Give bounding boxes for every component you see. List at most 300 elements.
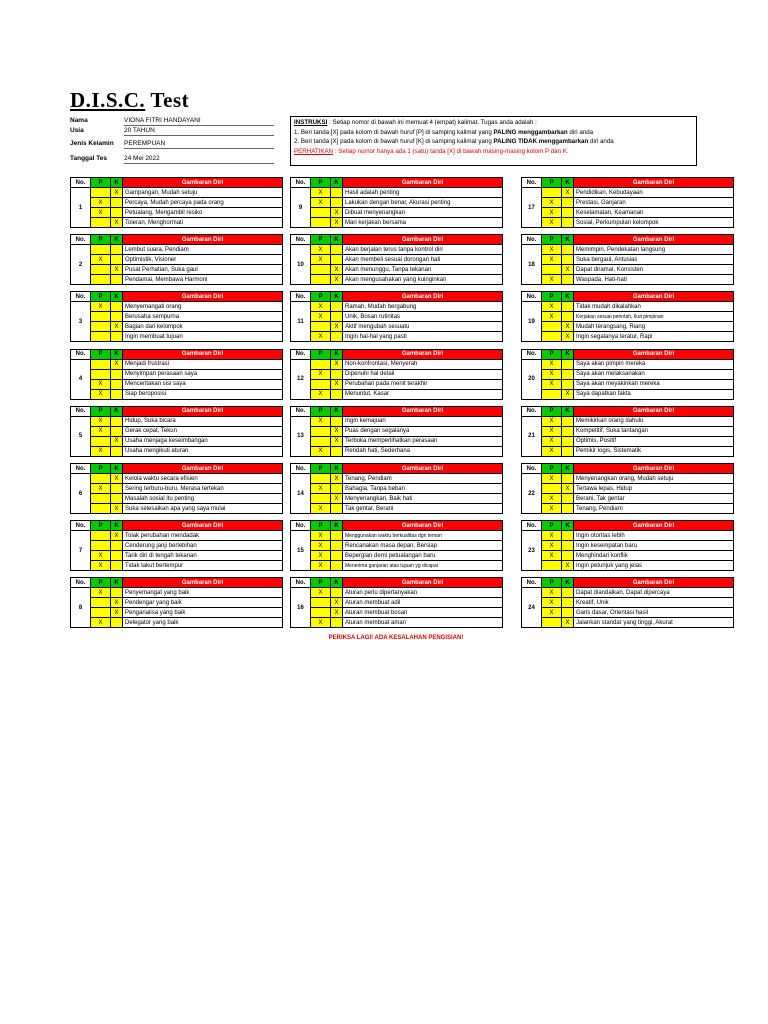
table-row (71, 551, 283, 561)
p-cell[interactable]: X (542, 608, 562, 618)
question-number: 16 (291, 588, 311, 628)
p-cell[interactable] (311, 359, 331, 369)
k-cell[interactable] (111, 551, 123, 561)
p-cell[interactable]: X (542, 416, 562, 426)
table-row (71, 416, 283, 426)
k-cell[interactable] (331, 504, 343, 514)
k-cell[interactable]: X (111, 322, 123, 332)
k-cell[interactable]: X (111, 504, 123, 514)
p-cell[interactable]: X (91, 389, 111, 399)
k-cell[interactable] (562, 359, 574, 369)
p-cell[interactable]: X (311, 541, 331, 551)
p-cell[interactable] (91, 504, 111, 514)
table-row (522, 359, 734, 369)
k-cell[interactable] (331, 255, 343, 265)
k-cell[interactable] (562, 588, 574, 598)
question-block (70, 520, 282, 571)
table-row (522, 218, 734, 228)
k-cell[interactable] (111, 541, 123, 551)
statement-text: Menerima ganjaran atas tujuan yg dicapai (343, 561, 503, 571)
p-cell[interactable] (91, 322, 111, 332)
k-cell[interactable]: X (331, 218, 343, 228)
header-no: No. (291, 178, 311, 188)
p-cell[interactable] (311, 275, 331, 285)
k-cell[interactable]: X (331, 275, 343, 285)
k-cell[interactable]: X (111, 265, 123, 275)
table-row (71, 379, 283, 389)
p-cell[interactable]: X (311, 504, 331, 514)
header-k: K (111, 406, 123, 416)
k-cell[interactable] (562, 436, 574, 446)
p-cell[interactable] (91, 494, 111, 504)
header-k: K (331, 178, 343, 188)
p-cell[interactable]: X (542, 436, 562, 446)
p-cell[interactable]: X (542, 312, 562, 322)
k-cell[interactable] (562, 608, 574, 618)
p-cell[interactable]: X (311, 369, 331, 379)
table-header-row (522, 406, 734, 416)
k-cell[interactable] (562, 494, 574, 504)
p-cell[interactable] (542, 265, 562, 275)
p-cell[interactable]: X (311, 551, 331, 561)
p-cell[interactable]: X (91, 208, 111, 218)
statement-text: Masalah sosial itu penting (123, 494, 283, 504)
instruction-line-1: 1. Beri tanda [X] pada kolom di bawah huruf [P] di samping kalimat yang PALING menggambarkan diri anda (294, 128, 594, 136)
p-cell[interactable]: X (542, 551, 562, 561)
k-cell[interactable] (562, 504, 574, 514)
p-cell[interactable] (542, 484, 562, 494)
p-cell[interactable]: X (311, 446, 331, 456)
table-header-row (71, 406, 283, 416)
k-cell[interactable]: X (562, 484, 574, 494)
k-cell[interactable] (331, 369, 343, 379)
p-cell[interactable]: X (91, 588, 111, 598)
p-cell[interactable] (311, 265, 331, 275)
statement-text: Ingin petunjuk yang jelas (574, 561, 734, 571)
k-cell[interactable]: X (111, 436, 123, 446)
p-cell[interactable]: X (542, 494, 562, 504)
k-cell[interactable] (331, 484, 343, 494)
p-cell[interactable]: X (542, 504, 562, 514)
k-cell[interactable]: X (331, 359, 343, 369)
k-cell[interactable]: X (111, 608, 123, 618)
p-cell[interactable]: X (311, 312, 331, 322)
p-cell[interactable]: X (542, 541, 562, 551)
p-cell[interactable] (542, 322, 562, 332)
k-cell[interactable]: X (331, 426, 343, 436)
k-cell[interactable] (111, 389, 123, 399)
table-row (522, 255, 734, 265)
p-cell[interactable] (542, 332, 562, 342)
k-cell[interactable] (111, 332, 123, 342)
p-cell[interactable]: X (542, 359, 562, 369)
header-no: No. (522, 464, 542, 474)
statement-text: Terbuka memperlihatkan perasaan (343, 436, 503, 446)
statement-text: Pemikir logis, Sistematik (574, 446, 734, 456)
k-cell[interactable] (331, 302, 343, 312)
question-number: 8 (71, 588, 91, 628)
info-label: Tanggal Tes (70, 155, 107, 162)
statement-text: Kreatif, Unik (574, 598, 734, 608)
p-cell[interactable]: X (91, 618, 111, 628)
p-cell[interactable]: X (311, 416, 331, 426)
p-cell[interactable] (91, 474, 111, 484)
p-cell[interactable]: X (542, 474, 562, 484)
info-value[interactable]: 20 TAHUN (124, 127, 274, 136)
table-row (71, 446, 283, 456)
k-cell[interactable] (562, 426, 574, 436)
table-row (71, 208, 283, 218)
header-gambaran-diri: Gambaran Diri (123, 464, 283, 474)
k-cell[interactable] (111, 312, 123, 322)
k-cell[interactable] (331, 416, 343, 426)
p-cell[interactable]: X (542, 198, 562, 208)
table-header-row (71, 578, 283, 588)
p-cell[interactable] (311, 426, 331, 436)
question-number: 5 (71, 416, 91, 456)
k-cell[interactable] (562, 446, 574, 456)
statement-text: Unik, Bosan rutinitas (343, 312, 503, 322)
p-cell[interactable]: X (542, 598, 562, 608)
p-cell[interactable]: X (91, 446, 111, 456)
p-cell[interactable]: X (91, 426, 111, 436)
header-p: P (542, 349, 562, 359)
header-p: P (311, 235, 331, 245)
k-cell[interactable]: X (331, 265, 343, 275)
table-row (71, 484, 283, 494)
table-row (291, 369, 503, 379)
p-cell[interactable] (91, 245, 111, 255)
header-gambaran-diri: Gambaran Diri (574, 292, 734, 302)
k-cell[interactable]: X (111, 531, 123, 541)
k-cell[interactable] (111, 561, 123, 571)
table-row (71, 474, 283, 484)
p-cell[interactable]: X (542, 426, 562, 436)
table-row (71, 369, 283, 379)
header-k: K (562, 464, 574, 474)
k-cell[interactable]: X (562, 561, 574, 571)
p-cell[interactable] (311, 436, 331, 446)
question-number: 17 (522, 188, 542, 228)
k-cell[interactable] (111, 484, 123, 494)
header-p: P (91, 406, 111, 416)
table-row (71, 265, 283, 275)
p-cell[interactable] (311, 474, 331, 484)
p-cell[interactable] (542, 389, 562, 399)
p-cell[interactable]: X (311, 561, 331, 571)
p-cell[interactable]: X (311, 332, 331, 342)
k-cell[interactable] (331, 541, 343, 551)
question-table (521, 520, 734, 571)
header-no: No. (291, 235, 311, 245)
question-table (521, 177, 734, 228)
table-row (291, 302, 503, 312)
p-cell[interactable]: X (311, 531, 331, 541)
table-row (291, 198, 503, 208)
k-cell[interactable]: X (111, 188, 123, 198)
table-row (291, 379, 503, 389)
k-cell[interactable] (562, 218, 574, 228)
header-gambaran-diri: Gambaran Diri (343, 521, 503, 531)
table-header-row (522, 464, 734, 474)
p-cell[interactable]: X (311, 198, 331, 208)
p-cell[interactable] (91, 541, 111, 551)
p-cell[interactable]: X (91, 379, 111, 389)
k-cell[interactable] (562, 208, 574, 218)
p-cell[interactable]: X (542, 446, 562, 456)
k-cell[interactable]: X (111, 474, 123, 484)
table-row (291, 208, 503, 218)
k-cell[interactable]: X (111, 359, 123, 369)
p-cell[interactable]: X (311, 484, 331, 494)
p-cell[interactable]: X (91, 551, 111, 561)
k-cell[interactable] (331, 312, 343, 322)
statement-text: Bepergian demi petualangan baru (343, 551, 503, 561)
info-value[interactable]: PEREMPUAN (124, 140, 274, 149)
header-k: K (562, 178, 574, 188)
header-k: K (111, 349, 123, 359)
table-row (522, 426, 734, 436)
k-cell[interactable] (562, 312, 574, 322)
p-cell[interactable]: X (311, 255, 331, 265)
instruction-line-2: 2. Beri tanda [X] pada kolom di bawah huruf [K] di samping kalimat yang PALING TIDAK menggambarkan diri anda (294, 138, 614, 146)
statement-text: Memikirkan orang dahulu (574, 416, 734, 426)
k-cell[interactable] (562, 275, 574, 285)
p-cell[interactable]: X (311, 188, 331, 198)
table-row (71, 322, 283, 332)
p-cell[interactable] (91, 275, 111, 285)
p-cell[interactable]: X (542, 255, 562, 265)
k-cell[interactable]: X (562, 265, 574, 275)
k-cell[interactable] (331, 188, 343, 198)
k-cell[interactable]: X (562, 322, 574, 332)
header-k: K (111, 178, 123, 188)
header-k: K (331, 406, 343, 416)
p-cell[interactable] (311, 494, 331, 504)
p-cell[interactable]: X (311, 389, 331, 399)
header-no: No. (291, 292, 311, 302)
k-cell[interactable] (111, 618, 123, 628)
k-cell[interactable]: X (562, 618, 574, 628)
k-cell[interactable] (111, 198, 123, 208)
table-row (522, 322, 734, 332)
k-cell[interactable] (111, 426, 123, 436)
table-row (291, 618, 503, 628)
k-cell[interactable]: X (562, 332, 574, 342)
table-row (522, 208, 734, 218)
p-cell[interactable] (91, 359, 111, 369)
statement-text: Ingin membuat tujuan (123, 332, 283, 342)
p-cell[interactable]: X (311, 618, 331, 628)
k-cell[interactable] (562, 531, 574, 541)
header-gambaran-diri: Gambaran Diri (343, 349, 503, 359)
question-block (521, 177, 733, 228)
header-gambaran-diri: Gambaran Diri (574, 235, 734, 245)
k-cell[interactable] (111, 245, 123, 255)
p-cell[interactable]: X (542, 208, 562, 218)
table-row (291, 255, 503, 265)
k-cell[interactable] (562, 416, 574, 426)
k-cell[interactable] (111, 416, 123, 426)
p-cell[interactable]: X (542, 245, 562, 255)
table-row (71, 494, 283, 504)
p-cell[interactable]: X (311, 245, 331, 255)
p-cell[interactable]: X (91, 198, 111, 208)
p-cell[interactable] (542, 561, 562, 571)
header-no: No. (71, 292, 91, 302)
question-block (70, 463, 282, 514)
table-row (71, 198, 283, 208)
k-cell[interactable] (331, 561, 343, 571)
table-row (522, 379, 734, 389)
k-cell[interactable] (331, 198, 343, 208)
question-table (521, 577, 734, 628)
p-cell[interactable] (91, 369, 111, 379)
k-cell[interactable] (562, 302, 574, 312)
header-k: K (562, 521, 574, 531)
p-cell[interactable]: X (542, 218, 562, 228)
statement-text: Dibuat menyenangkan (343, 208, 503, 218)
k-cell[interactable] (562, 245, 574, 255)
table-row (71, 598, 283, 608)
p-cell[interactable] (91, 598, 111, 608)
k-cell[interactable] (562, 379, 574, 389)
header-p: P (542, 521, 562, 531)
table-row (71, 359, 283, 369)
header-gambaran-diri: Gambaran Diri (123, 292, 283, 302)
k-cell[interactable] (111, 446, 123, 456)
p-cell[interactable] (91, 312, 111, 322)
statement-text: Akan membeli sesuai dorongan hati (343, 255, 503, 265)
p-cell[interactable] (91, 436, 111, 446)
p-cell[interactable] (542, 618, 562, 628)
k-cell[interactable] (331, 618, 343, 628)
p-cell[interactable]: X (91, 255, 111, 265)
p-cell[interactable]: X (311, 588, 331, 598)
p-cell[interactable]: X (91, 561, 111, 571)
statement-text: Gampangan, Mudah setuju (123, 188, 283, 198)
p-cell[interactable]: X (542, 588, 562, 598)
table-row (522, 198, 734, 208)
k-cell[interactable] (111, 379, 123, 389)
p-cell[interactable] (91, 531, 111, 541)
p-cell[interactable]: X (542, 379, 562, 389)
p-cell[interactable]: X (542, 531, 562, 541)
statement-text: Hasil adalah penting (343, 188, 503, 198)
k-cell[interactable] (331, 245, 343, 255)
question-table (290, 520, 503, 571)
p-cell[interactable] (91, 188, 111, 198)
k-cell[interactable] (562, 198, 574, 208)
table-row (291, 416, 503, 426)
k-cell[interactable]: X (331, 474, 343, 484)
p-cell[interactable]: X (542, 369, 562, 379)
k-cell[interactable]: X (562, 188, 574, 198)
k-cell[interactable] (331, 332, 343, 342)
question-number: 12 (291, 359, 311, 399)
k-cell[interactable] (331, 588, 343, 598)
k-cell[interactable] (562, 474, 574, 484)
table-row (291, 389, 503, 399)
p-cell[interactable] (91, 218, 111, 228)
p-cell[interactable] (91, 608, 111, 618)
k-cell[interactable] (331, 531, 343, 541)
p-cell[interactable]: X (91, 302, 111, 312)
header-k: K (331, 578, 343, 588)
p-cell[interactable] (311, 208, 331, 218)
p-cell[interactable] (311, 608, 331, 618)
k-cell[interactable]: X (331, 436, 343, 446)
k-cell[interactable]: X (111, 598, 123, 608)
p-cell[interactable] (311, 218, 331, 228)
k-cell[interactable]: X (331, 598, 343, 608)
p-cell[interactable]: X (91, 484, 111, 494)
p-cell[interactable] (311, 379, 331, 389)
question-block (290, 177, 502, 228)
p-cell[interactable]: X (542, 275, 562, 285)
k-cell[interactable] (111, 302, 123, 312)
k-cell[interactable]: X (331, 208, 343, 218)
table-row (71, 618, 283, 628)
k-cell[interactable] (111, 494, 123, 504)
header-gambaran-diri: Gambaran Diri (343, 464, 503, 474)
k-cell[interactable] (562, 598, 574, 608)
k-cell[interactable] (331, 446, 343, 456)
p-cell[interactable]: X (311, 302, 331, 312)
table-header-row (522, 235, 734, 245)
k-cell[interactable] (562, 255, 574, 265)
k-cell[interactable]: X (331, 608, 343, 618)
p-cell[interactable] (91, 265, 111, 275)
k-cell[interactable] (562, 369, 574, 379)
k-cell[interactable]: X (111, 218, 123, 228)
question-table (290, 291, 503, 342)
k-cell[interactable] (562, 551, 574, 561)
question-block (290, 234, 502, 285)
k-cell[interactable]: X (331, 494, 343, 504)
k-cell[interactable] (562, 541, 574, 551)
statement-text: Akan menunggu, Tanpa tekanan (343, 265, 503, 275)
statement-text: Lembut suara, Pendiam (123, 245, 283, 255)
k-cell[interactable] (331, 389, 343, 399)
statement-text: Saya akan melaksanakan (574, 369, 734, 379)
k-cell[interactable] (111, 275, 123, 285)
p-cell[interactable] (311, 598, 331, 608)
k-cell[interactable] (331, 551, 343, 561)
k-cell[interactable] (111, 588, 123, 598)
k-cell[interactable] (111, 208, 123, 218)
k-cell[interactable] (111, 369, 123, 379)
k-cell[interactable]: X (562, 389, 574, 399)
k-cell[interactable]: X (331, 322, 343, 332)
k-cell[interactable] (111, 255, 123, 265)
p-cell[interactable] (542, 188, 562, 198)
header-p: P (91, 464, 111, 474)
p-cell[interactable]: X (542, 302, 562, 312)
k-cell[interactable]: X (331, 379, 343, 389)
info-value[interactable]: 24 Mei 2022 (124, 155, 274, 164)
table-header-row (291, 406, 503, 416)
p-cell[interactable] (91, 332, 111, 342)
instruction-warning: PERHATIKAN : Setiap nomor hanya ada 1 (satu) tanda [X] di bawah masing-masing kolom P dan K. (294, 148, 569, 156)
p-cell[interactable] (311, 322, 331, 332)
table-header-row (291, 235, 503, 245)
info-value[interactable]: VIONA FITRI HANDAYANI (124, 117, 274, 126)
statement-text: Dapat diramal, Konsisten (574, 265, 734, 275)
p-cell[interactable]: X (91, 416, 111, 426)
table-row (522, 551, 734, 561)
question-number: 22 (522, 474, 542, 514)
